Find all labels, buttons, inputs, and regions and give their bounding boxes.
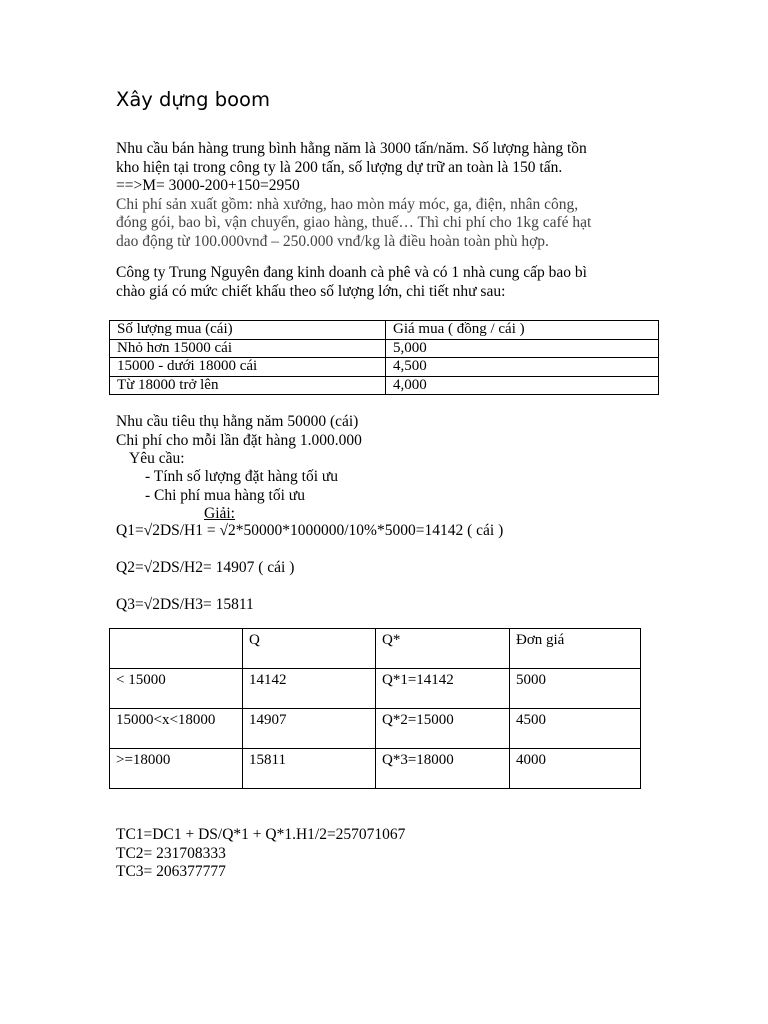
formula-q2: Q2=√2DS/H2= 14907 ( cái ) (116, 559, 295, 576)
total-cost-tc3: TC3= 206377777 (116, 863, 226, 880)
table-cell: 5000 (510, 669, 641, 709)
formula-q1: Q1=√2DS/H1 = √2*50000*1000000/10%*5000=14142 ( cái ) (116, 522, 504, 539)
solution-label: Giải: (204, 505, 235, 522)
table-cell: 15000<x<18000 (110, 709, 243, 749)
requirements-label: Yêu cầu: (129, 450, 185, 467)
table-cell: < 15000 (110, 669, 243, 709)
price-table (109, 320, 659, 395)
text-line: kho hiện tại trong công ty là 200 tấn, số lượng dự trữ an toàn là 150 tấn. (116, 158, 563, 176)
text-line: đóng gói, bao bì, vận chuyển, giao hàng, thuế… Thì chi phí cho 1kg café hạt (116, 214, 592, 232)
table-row (110, 669, 641, 709)
text-line: dao động từ 100.000vnđ – 250.000 vnđ/kg là điều hoàn toàn phù hợp. (116, 232, 549, 250)
table-cell (110, 629, 243, 669)
calc-table (109, 628, 641, 789)
total-cost-tc1: TC1=DC1 + DS/Q*1 + Q*1.H1/2=257071067 (116, 826, 406, 843)
requirement-item: - Chi phí mua hàng tối ưu (145, 487, 305, 504)
text-line: Công ty Trung Nguyên đang kinh doanh cà phê và có 1 nhà cung cấp bao bì (116, 264, 587, 281)
table-header-row (110, 321, 659, 340)
table-row (110, 709, 641, 749)
table-cell: Giá mua ( đồng / cái ) (386, 321, 659, 340)
text-line: Nhu cầu bán hàng trung bình hằng năm là 3000 tấn/năm. Số lượng hàng tồn (116, 140, 587, 157)
table-header-row (110, 629, 641, 669)
table-cell: Q*2=15000 (376, 709, 510, 749)
text-line: Chi phí sản xuất gồm: nhà xưởng, hao mòn máy móc, ga, điện, nhân công, (116, 195, 579, 213)
table-cell: Q*3=18000 (376, 749, 510, 789)
table-row (110, 749, 641, 789)
document-title: Xây dựng boom (116, 88, 270, 111)
table-cell: 15811 (243, 749, 376, 789)
total-cost-tc2: TC2= 231708333 (116, 845, 226, 862)
demand-text: Nhu cầu tiêu thụ hằng năm 50000 (cái) (116, 413, 359, 430)
table-cell: Số lượng mua (cái) (110, 321, 386, 340)
requirement-item: - Tính số lượng đặt hàng tối ưu (145, 468, 339, 485)
table-row (110, 358, 659, 377)
table-cell: 4,000 (386, 376, 659, 395)
table-cell: Từ 18000 trở lên (110, 376, 386, 395)
table-cell: 14907 (243, 709, 376, 749)
table-cell: 4,500 (386, 358, 659, 377)
order-cost-text: Chi phí cho mỗi lần đặt hàng 1.000.000 (116, 432, 362, 449)
table-cell: Q* (376, 629, 510, 669)
intro-paragraph (116, 140, 591, 252)
table-cell: Q*1=14142 (376, 669, 510, 709)
table-cell: >=18000 (110, 749, 243, 789)
table-cell: Q (243, 629, 376, 669)
table-cell: Nhỏ hơn 15000 cái (110, 339, 386, 358)
table-cell: 4000 (510, 749, 641, 789)
table-row (110, 339, 659, 358)
table-cell: 14142 (243, 669, 376, 709)
formula-q3: Q3=√2DS/H3= 15811 (116, 596, 254, 613)
table-cell: Đơn giá (510, 629, 641, 669)
table-cell: 15000 - dưới 18000 cái (110, 358, 386, 377)
table-cell: 5,000 (386, 339, 659, 358)
company-paragraph (116, 264, 587, 301)
text-line: ==>M= 3000-200+150=2950 (116, 177, 300, 195)
text-line: chào giá có mức chiết khấu theo số lượng lớn, chi tiết như sau: (116, 282, 506, 300)
table-cell: 4500 (510, 709, 641, 749)
table-row (110, 376, 659, 395)
